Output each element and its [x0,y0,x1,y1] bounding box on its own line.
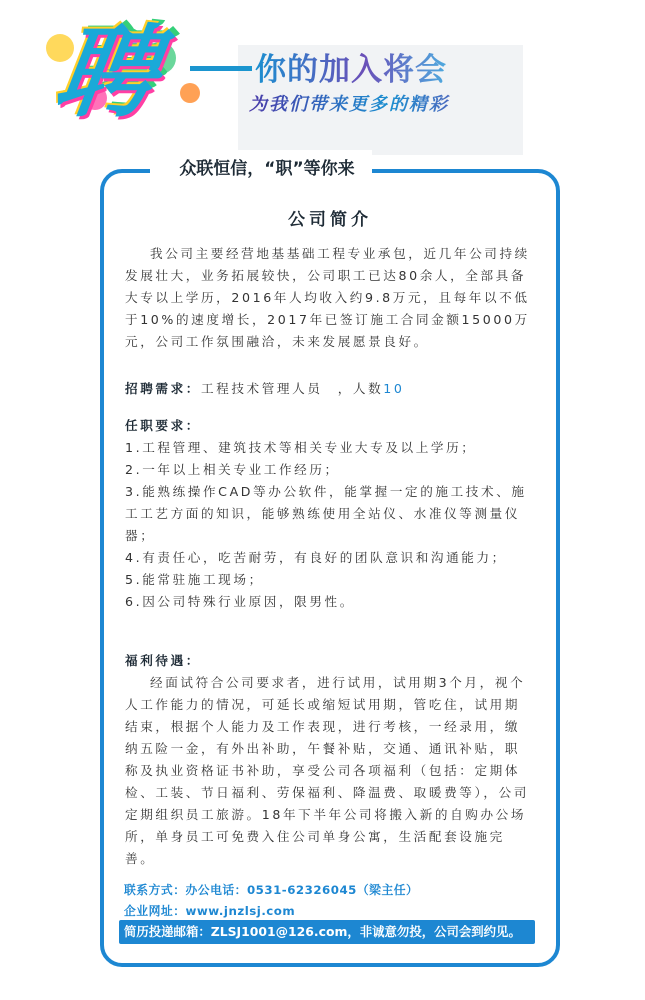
requirement-item: 3.能熟练操作CAD等办公软件，能掌握一定的施工技术、施工工艺方面的知识，能够熟练使用全站仪、水准仪等测量仪器； [125,484,527,543]
hero-character: 聘 [47,14,165,131]
slogan-main: 你的加入将会 [255,48,525,92]
company-intro-heading: 公司简介 [288,210,372,230]
panel-tab-title: 众联恒信，“职”等你来 [179,159,355,179]
slogan-connector-line [190,66,252,71]
recruitment-banner [0,0,645,160]
requirement-item: 5.能常驻施工现场； [125,572,264,587]
requirement-item: 6.因公司特殊行业原因，限男性。 [125,594,355,609]
requirements-section [125,415,532,613]
requirements-label: 任职要求： [125,418,201,433]
benefits-section [125,650,532,870]
recruitment-position: 工程技术管理人员 ，人数 [200,381,384,396]
company-intro-body: 我公司主要经营地基基础工程专业承包，近几年公司持续发展壮大，业务拓展较快，公司职工已达80余人，全部具备大专以上学历，2016年人均收入约9.8万元，且每年以不低于10%的速度增长，2017年已签订施工合同金额15000万元，公司工作氛围融洽，未来发展愿景良好。 [125,246,530,349]
recruitment-need-label: 招聘需求： [125,381,201,396]
recruitment-need [125,378,532,400]
slogan-sub: 为我们带来更多的精彩 [249,92,529,118]
requirement-item: 1.工程管理、建筑技术等相关专业大专及以上学历； [125,440,477,455]
requirement-item: 2.一年以上相关专业工作经历； [125,462,340,477]
recruitment-count: 10 [383,381,405,396]
contact-phone: 联系方式：办公电话：0531-62326045（梁主任） [124,883,419,897]
requirement-item: 4.有责任心，吃苦耐劳，有良好的团队意识和沟通能力； [125,550,507,565]
contact-email[interactable]: 简历投递邮箱：ZLSJ1001@126.com，非诚意勿投，公司会到约见。 [124,924,521,939]
benefits-body: 经面试符合公司要求者，进行试用，试用期3个月，视个人工作能力的情况，可延长或缩短试用期，管吃住，试用期结束，根据个人能力及工作表现，进行考核，一经录用，缴纳五险一金，有外出补助，午餐补贴，交通、通讯补贴，职称及执业资格证书补助，享受公司各项福利（包括：定期体检、工装、节日福利、劳保福利、降温费、取暖费等），公司定期组织员工旅游。18年下半年公司将搬入新的自购办公场所，单身员工可免费入住公司单身公寓，生活配套设施完善。 [125,675,529,866]
company-intro-text [125,243,532,353]
contact-website[interactable]: 企业网址：www.jnzlsj.com [124,904,296,918]
benefits-label: 福利待遇： [125,653,201,668]
